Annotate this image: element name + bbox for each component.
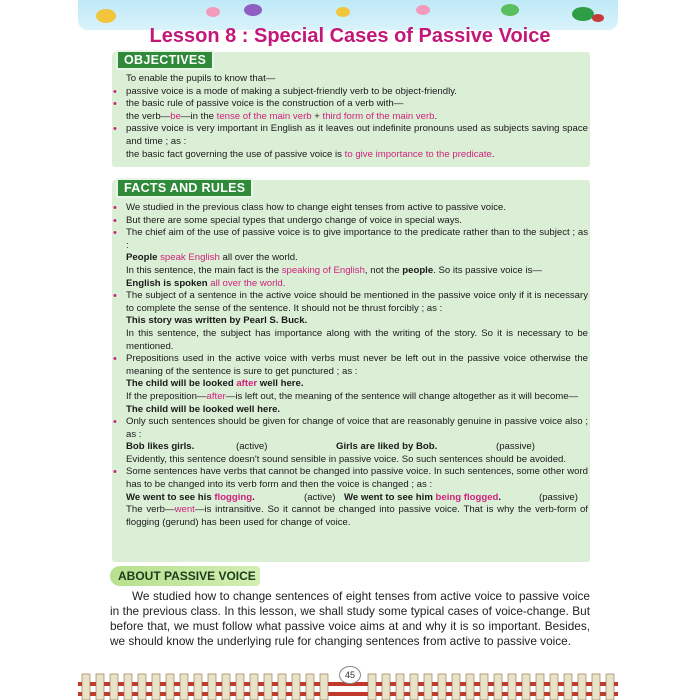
fact-note: In this sentence, the subject has importance along with the writing of the story. So it is necessary to be mentioned. — [126, 327, 588, 352]
highlight-text: went — [174, 504, 195, 516]
highlight-text: all over the world. — [207, 277, 286, 289]
lesson-title: Lesson 8 : Special Cases of Passive Voice — [149, 25, 551, 47]
page-number: 45 — [339, 666, 361, 684]
text: . — [491, 148, 495, 160]
fact-item: • The chief aim of the use of passive voice is to give importance to the predicate rather than to the subject ; as : — [126, 227, 588, 252]
text: We went to see his — [126, 491, 215, 503]
highlight-text: after — [206, 390, 226, 402]
text: The verb— — [126, 504, 175, 516]
text: people — [402, 264, 434, 276]
about-label: ABOUT PASSIVE VOICE — [118, 569, 256, 583]
fact-item: • We studied in the previous class how to change eight tenses from active to passive voice. — [126, 202, 588, 215]
text: In this sentence, the main fact is the — [126, 264, 282, 276]
objectives-label: OBJECTIVES — [116, 50, 214, 70]
voice-tag: (active) — [304, 491, 336, 503]
text: well here. — [257, 378, 304, 390]
text: . — [434, 110, 438, 122]
fact-note — [126, 265, 588, 278]
text: —is left out, the meaning of the sentence will change altogether as it will become— — [225, 390, 579, 402]
highlight-text: third form of the main verb — [322, 110, 435, 122]
highlight-text: be — [170, 110, 181, 122]
highlight-text: tense of the main verb — [216, 110, 312, 122]
highlight-text: to give importance to the predicate — [344, 148, 492, 160]
text: We went to see him — [344, 491, 436, 503]
fact-note: Evidently, this sentence doesn't sound sensible in passive voice. So such sentences should be avoided. — [126, 453, 567, 465]
text: the verb— — [126, 110, 171, 122]
fact-item: • Only such sentences should be given for change of voice that are reasonably genuine in passive voice also ; as : — [126, 416, 588, 441]
highlight-text: being flogged — [435, 491, 499, 503]
fact-item: • But there are some special types that undergo change of voice in special ways. — [126, 215, 588, 228]
fact-note — [126, 391, 588, 404]
text: all over the world. — [219, 252, 298, 264]
objective-item: • passive voice is a mode of making a subject-friendly verb to be object-friendly. — [126, 86, 588, 99]
voice-tag: (passive) — [539, 491, 578, 503]
voice-tag: (active) — [236, 441, 268, 453]
example-sentence — [126, 278, 588, 291]
text: If the preposition— — [126, 390, 207, 402]
objectives-intro: To enable the pupils to know that— — [126, 73, 276, 84]
highlight-text: after — [236, 378, 258, 390]
about-banner — [110, 566, 260, 586]
about-text: We studied how to change sentences of eight tenses from active voice to passive voice in the previous class. In this lesson, we shall study some typical cases of voice-change. But before that, we must follow what passive voice aims at and why it is so important. Besides, we should know the underlying rule for changing sentences from active to passive voice. — [110, 589, 590, 648]
text: —is intransitive. So it cannot be changed into passive voice. That is why the verb-form of flogging (gerund) has been used for change of voice. — [126, 504, 588, 528]
example-sentence: This story was written by Pearl S. Buck. — [126, 315, 308, 327]
fact-item: • The subject of a sentence in the active voice should be mentioned in the passive voice only if it is necessary to complete the sense of the sentence. It should not be thrust forcibly ; as : — [126, 290, 588, 315]
text: People — [126, 252, 161, 264]
example-sentence — [126, 378, 588, 391]
objective-item: • the basic rule of passive voice is the construction of a verb with— — [126, 98, 588, 111]
example-passive — [344, 492, 539, 505]
example-active: Bob likes girls. — [126, 441, 195, 453]
highlight-text: speaking of English — [281, 264, 365, 276]
text: . — [498, 491, 502, 503]
example-active — [126, 492, 304, 505]
example-pair — [126, 492, 588, 505]
highlight-text: speak English — [160, 252, 220, 264]
text: , not the — [364, 264, 403, 276]
text: . — [252, 491, 255, 503]
fact-note — [126, 504, 588, 529]
text: The child will be looked — [126, 378, 237, 390]
voice-tag: (passive) — [496, 441, 535, 453]
text: English is spoken — [126, 277, 208, 289]
highlight-text: flogging — [214, 491, 253, 503]
facts-label: FACTS AND RULES — [116, 178, 253, 198]
text: . So its passive voice is— — [433, 264, 542, 276]
facts-content — [126, 202, 588, 529]
fact-item: • Some sentences have verbs that cannot be changed into passive voice. In such sentences, some other word has to be changed into its verb form and then the voice is changed ; as : — [126, 466, 588, 491]
objective-subline — [126, 149, 588, 162]
text: + — [311, 110, 323, 122]
text: the basic fact governing the use of passive voice is — [126, 148, 345, 160]
objective-subline — [126, 111, 588, 124]
example-sentence: The child will be looked well here. — [126, 403, 281, 415]
example-pair — [126, 441, 588, 454]
objective-item: • passive voice is very important in English as it leaves out indefinite pronouns used as subjects saving space and time ; as : — [126, 123, 588, 148]
example-sentence — [126, 252, 588, 265]
text: —in the — [180, 110, 217, 122]
fact-item: • Prepositions used in the active voice with verbs must never be left out in the passive voice otherwise the meaning of the sentence is sure to get punctured ; as : — [126, 353, 588, 378]
example-passive: Girls are liked by Bob. — [336, 441, 438, 453]
objectives-content — [126, 73, 588, 161]
